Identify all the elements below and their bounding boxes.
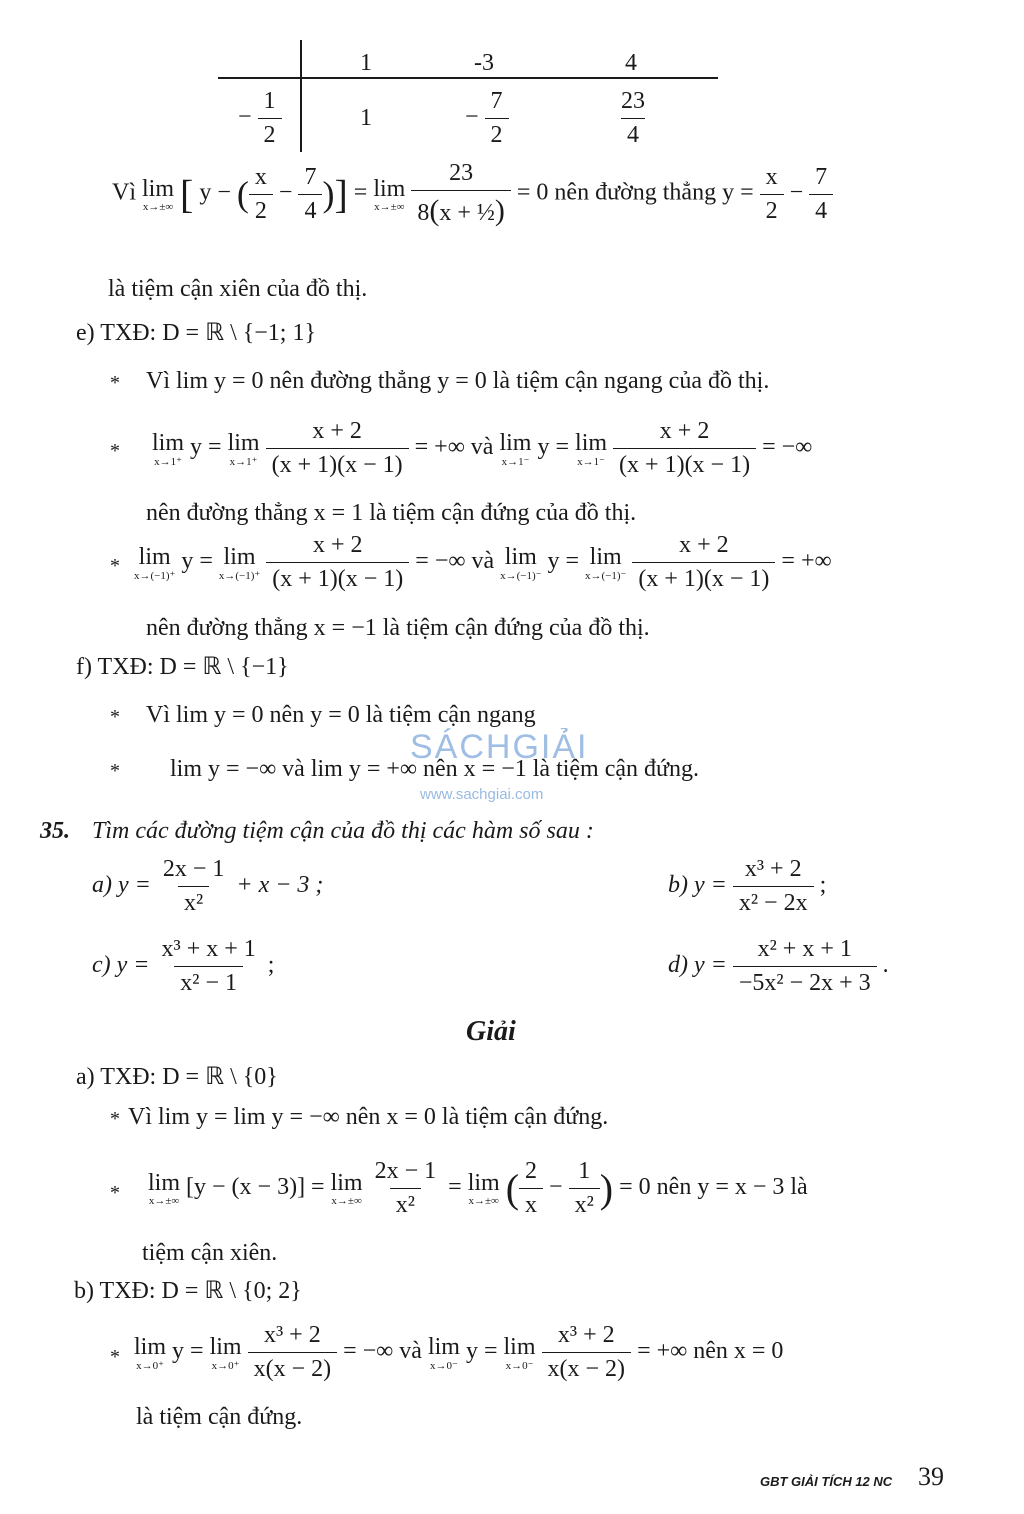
solution-a-vertical: Vì lim y = lim y = −∞ nên x = 0 là tiệm cận đứng.	[128, 1104, 609, 1130]
section-e-vertical-1: nên đường thẳng x = 1 là tiệm cận đứng của đồ thị.	[146, 500, 637, 526]
problem-number: 35.	[40, 818, 70, 844]
bullet-icon: *	[110, 440, 120, 462]
solution-b-conclusion: là tiệm cận đứng.	[136, 1404, 303, 1430]
table-header-1: 1	[360, 50, 372, 76]
section-f-horizontal: Vì lim y = 0 nên y = 0 là tiệm cận ngang	[146, 702, 536, 728]
watermark-brand: SÁCHGIẢI	[410, 728, 589, 766]
limit-equation-oblique: Vì lim x→±∞ [ y − ( $\frac{x}{2}$ − $\frac{7}{4}$ )] = lim x→±∞ $\frac{23}{\text{8(x + ½)}}$ = 0 nên đường thẳng y = $\frac{x}{2}$ − $\frac{7}{4}$	[112, 160, 833, 228]
section-f-header: f) TXĐ: D = ℝ \ {−1}	[76, 654, 289, 680]
watermark-url: www.sachgiai.com	[420, 786, 544, 803]
table-row-label: − $\frac{1}{2}$	[238, 88, 282, 149]
solution-a-oblique-limit: lim x→±∞ [y − (x − 3)] = lim x→±∞ $\frac{2x - 1}{\text{x²}}$ = lim x→±∞ ( $\frac{2}{x}$ − $\frac{1}{\text{x²}}$ ) = 0 nên y = x − 3 là	[148, 1158, 808, 1218]
solution-a-header: a) TXĐ: D = ℝ \ {0}	[76, 1064, 278, 1090]
solution-b-vertical-limit: lim x→0⁺ y = lim x→0⁺ $\frac{\text{x³ + 2}}{x(x - 2)}$ = −∞ và lim x→0⁻ y = lim x→0⁻ $\frac{\text{x³ + 2}}{x(x - 2)}$ = +∞ nên x = 0	[134, 1322, 784, 1382]
solution-b-header: b) TXĐ: D = ℝ \ {0; 2}	[74, 1278, 302, 1304]
bullet-icon: *	[110, 760, 120, 782]
table-header-2: -3	[474, 50, 494, 76]
section-e-limit-right: lim x→1⁺ y = lim x→1⁺ $\frac{x + 2}{(x + 1)(x - 1)}$ = +∞ và lim x→1⁻ y = lim x→1⁻ $\frac{x + 2}{(x + 1)(x - 1)}$ = −∞	[152, 418, 813, 478]
bullet-icon: *	[110, 1108, 120, 1130]
bullet-icon: *	[110, 706, 120, 728]
table-cell-2: − $\frac{7}{2}$	[465, 88, 509, 149]
table-header-3: 4	[625, 50, 637, 76]
solution-title: Giải	[466, 1016, 516, 1047]
problem-a: a) y = $\frac{2x - 1}{\text{x²}}$ + x − 3 ;	[92, 856, 324, 916]
bullet-icon: *	[110, 1182, 120, 1204]
problem-d: d) y = $\frac{\text{x² + x + 1}}{\text{−5x² − 2x + 3}}$ .	[668, 936, 889, 996]
section-e-horizontal: Vì lim y = 0 nên đường thẳng y = 0 là tiệm cận ngang của đồ thị.	[146, 368, 770, 394]
problem-statement: Tìm các đường tiệm cận của đồ thị các hàm số sau :	[92, 818, 594, 844]
table-cell-3: $\frac{23}{4}$	[621, 88, 645, 148]
problem-b: b) y = $\frac{\text{x³ + 2}}{\text{x² − 2x}}$ ;	[668, 856, 827, 916]
footer-book-title: GBT GIẢI TÍCH 12 NC	[760, 1474, 893, 1489]
section-f-vertical: lim y = −∞ và lim y = +∞ nên x = −1 là tiệm cận đứng.	[170, 756, 700, 782]
section-e-limit-left: lim x→(−1)⁺ y = lim x→(−1)⁺ $\frac{x + 2}{(x + 1)(x - 1)}$ = −∞ và lim x→(−1)⁻ y = lim x→(−1)⁻ $\frac{x + 2}{(x + 1)(x - 1)}$ = +∞	[134, 532, 832, 592]
table-hline	[218, 77, 718, 79]
page-number: 39	[918, 1462, 944, 1491]
solution-a-oblique-conclusion: tiệm cận xiên.	[142, 1240, 278, 1266]
bullet-icon: *	[110, 372, 120, 394]
problem-c: c) y = $\frac{\text{x³ + x + 1}}{\text{x² − 1}}$ ;	[92, 936, 275, 996]
table-vline	[300, 40, 302, 152]
section-e-header: e) TXĐ: D = ℝ \ {−1; 1}	[76, 320, 316, 346]
oblique-asymptote-conclusion: là tiệm cận xiên của đồ thị.	[108, 276, 368, 302]
bullet-icon: *	[110, 1346, 120, 1368]
bullet-icon: *	[110, 555, 120, 577]
table-cell-1: 1	[360, 105, 372, 131]
section-e-vertical-2: nên đường thẳng x = −1 là tiệm cận đứng của đồ thị.	[146, 615, 650, 641]
